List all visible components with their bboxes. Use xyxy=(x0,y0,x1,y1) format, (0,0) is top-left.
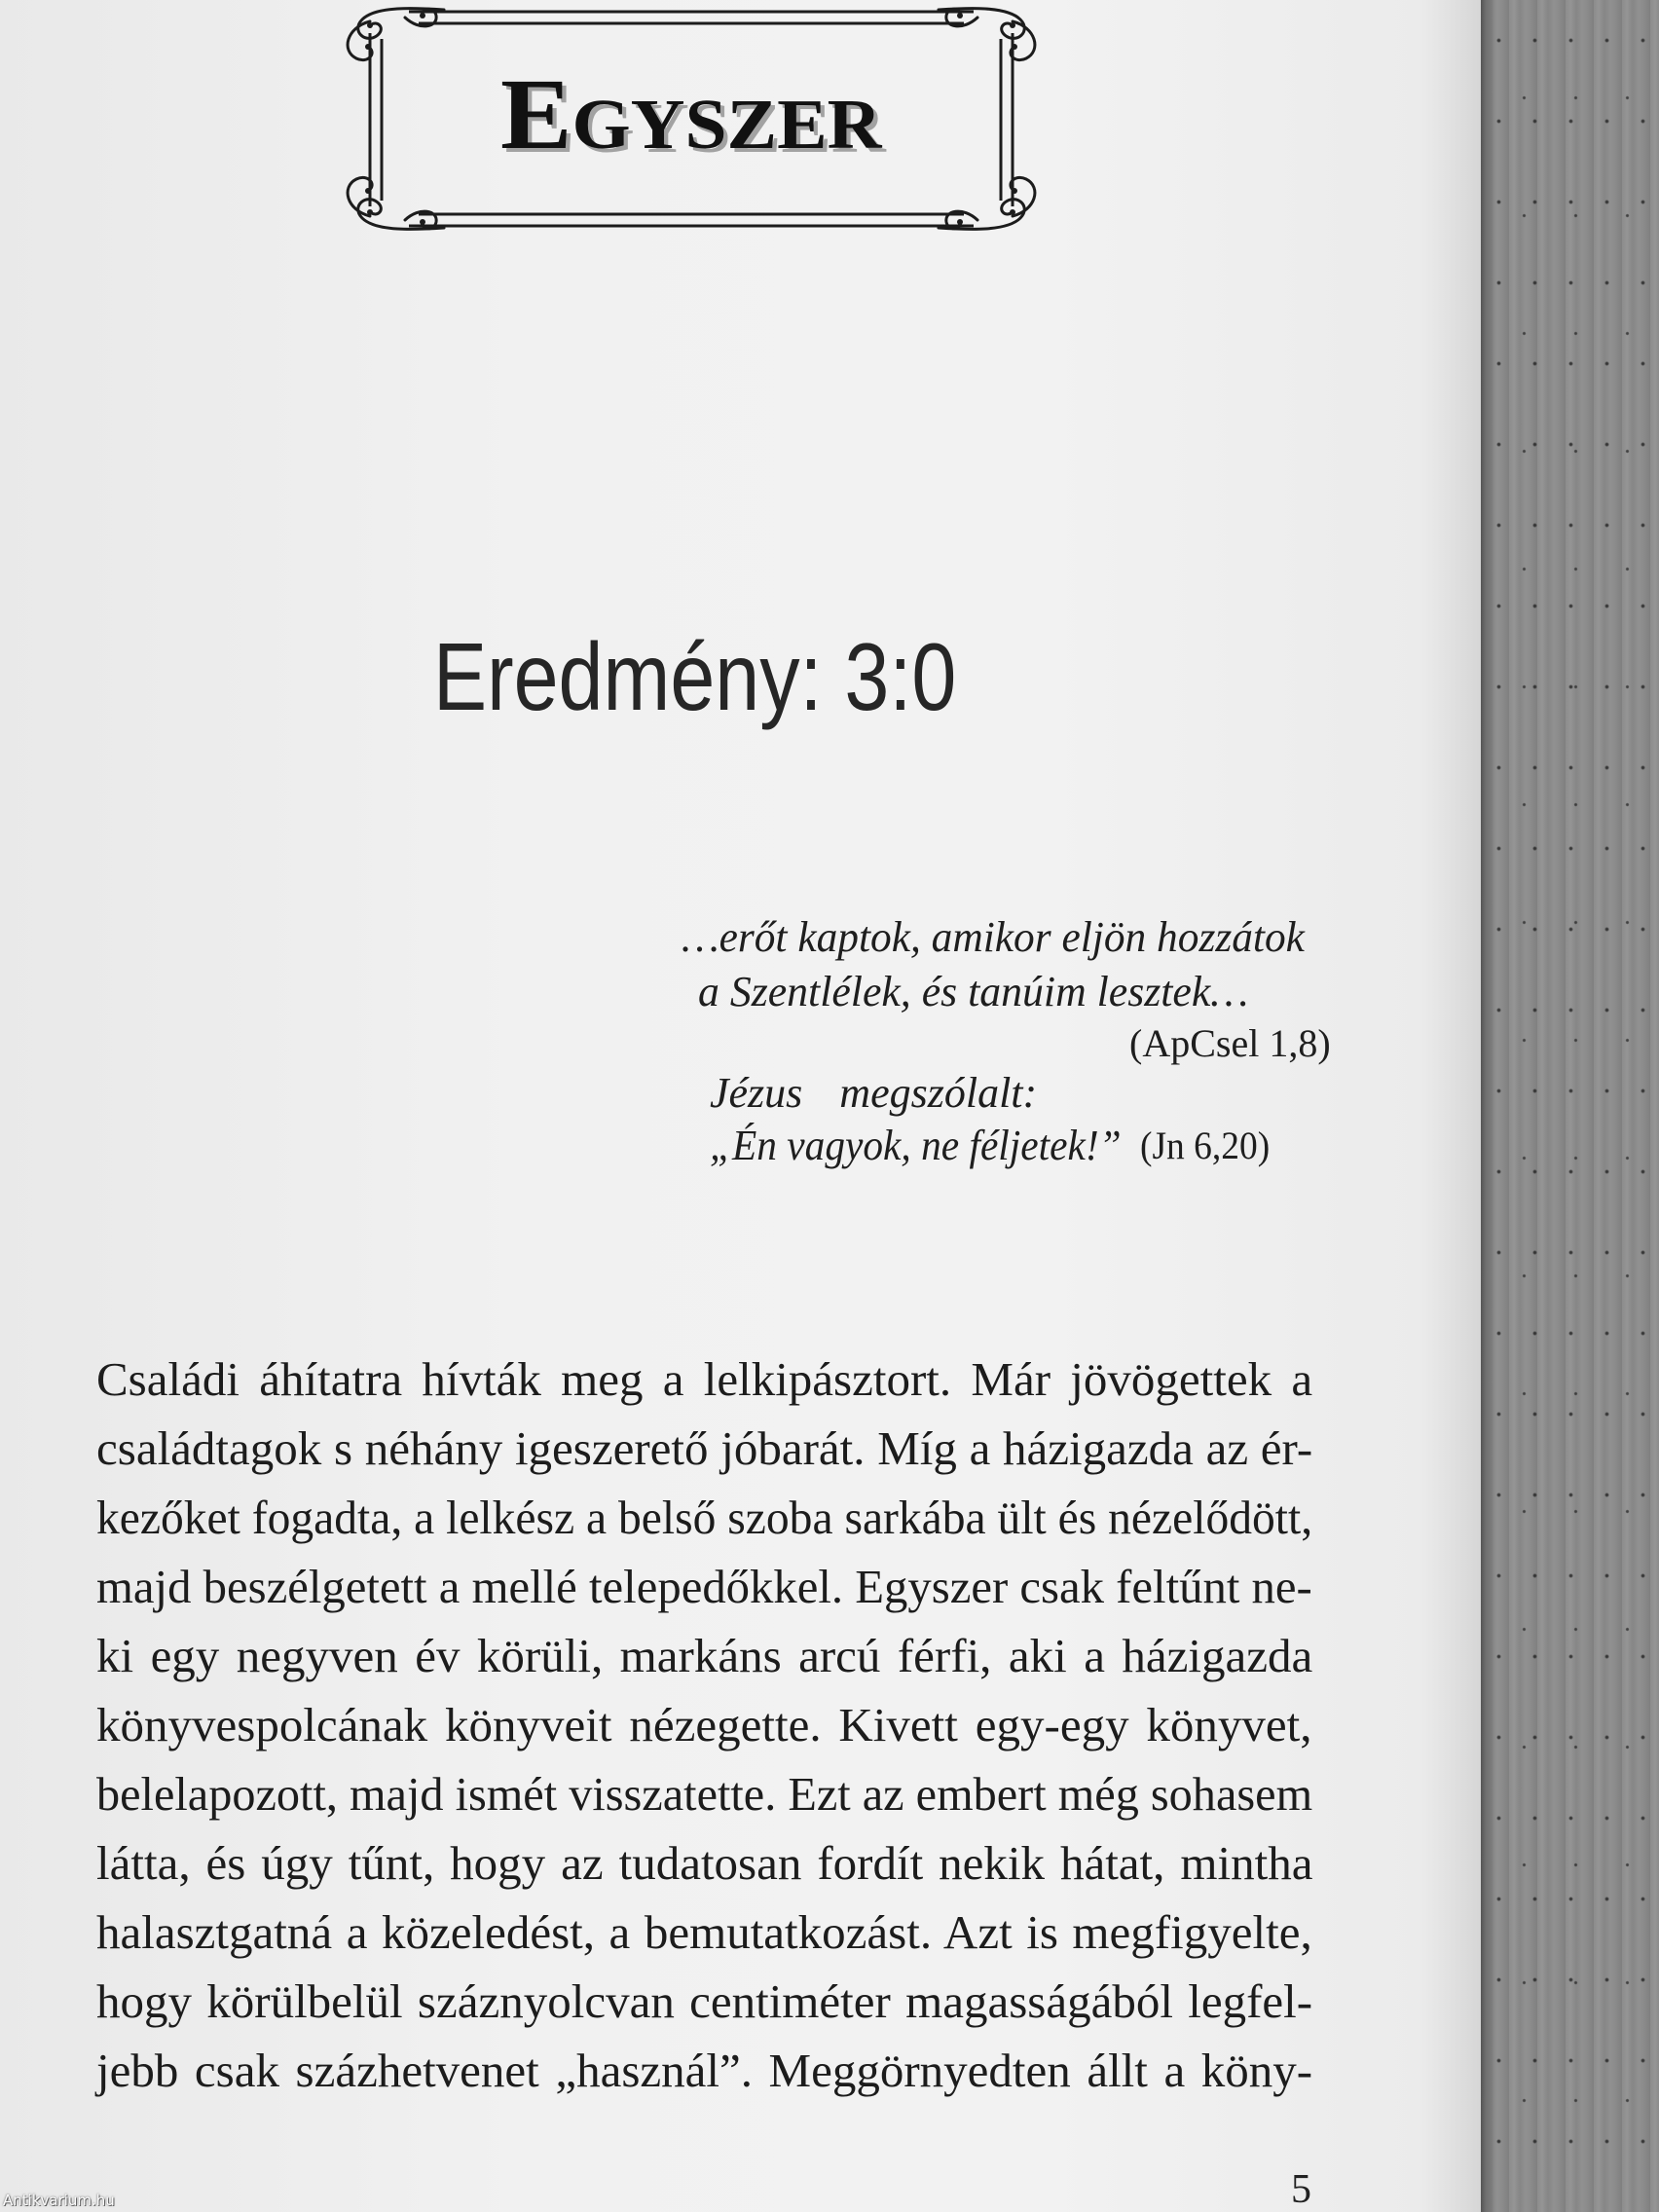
body-line xyxy=(96,1345,1312,1414)
page-number: 5 xyxy=(1291,2167,1311,2212)
watermark: Antikvarium.hu xyxy=(3,2192,115,2209)
body-line xyxy=(96,1828,1312,1898)
body-line-text: hogy körülbelül száznyolcvan centiméter magasságából legfel- xyxy=(96,1974,1313,2028)
body-line xyxy=(96,1483,1312,1552)
epigraph-quote-text: „Én vagyok, ne féljetek!” xyxy=(710,1122,1122,1169)
body-line-text: kezőket fogadta, a lelkész a belső szoba sarkába ült és nézelődött, xyxy=(96,1491,1313,1544)
epigraph-line xyxy=(698,967,1248,1017)
epigraph-reference-text: (Jn 6,20) xyxy=(1140,1124,1271,1167)
body-line-text: majd beszélgetett a mellé telepedőkkel. Egyszer csak feltűnt ne- xyxy=(96,1560,1312,1613)
epigraph-reference: (ApCsel 1,8) xyxy=(1129,1021,1331,1065)
story-title-text: Eredmény: 3:0 xyxy=(433,623,957,730)
chapter-title xyxy=(500,58,882,170)
body-line xyxy=(96,1414,1312,1483)
body-line-text: halasztgatná a közeledést, a bemutatkozást. Azt is megfigyelte, xyxy=(96,1905,1312,1959)
body-line-text: családtagok s néhány igeszerető jóbarát. Míg a házigazda az ér- xyxy=(96,1421,1313,1475)
epigraph-intro xyxy=(710,1068,1037,1119)
epigraph-reference xyxy=(1140,1121,1270,1171)
epigraph-line-text: a Szentlélek, és tanúim lesztek… xyxy=(698,968,1249,1015)
epigraph-quote xyxy=(710,1121,1122,1171)
body-line xyxy=(96,1690,1312,1759)
body-line xyxy=(96,2036,1312,2105)
body-line-text: könyvespolcának könyveit nézegette. Kivett egy-egy könyvet, xyxy=(96,1698,1312,1751)
chapter-title-text: Egyszer xyxy=(500,58,882,170)
body-line-text: látta, és úgy tűnt, hogy az tudatosan fordít nekik hátat, mintha xyxy=(96,1836,1313,1890)
epigraph-line-text: …erőt kaptok, amikor eljön hozzátok xyxy=(682,913,1305,961)
body-line xyxy=(96,1898,1312,1967)
body-line-text: ki egy negyven év körüli, markáns arcú férfi, aki a házigazda xyxy=(96,1629,1313,1682)
epigraph-line xyxy=(682,912,1305,963)
epigraph-intro-text: Jézus megszólalt: xyxy=(710,1069,1038,1117)
body-line-text: jebb csak százhetvenet „használ”. Meggörnyedten állt a köny- xyxy=(96,2044,1313,2097)
body-line xyxy=(96,1621,1312,1690)
body-line xyxy=(96,1967,1312,2036)
body-line-text: Családi áhítatra hívták meg a lelkipásztort. Már jövögettek a xyxy=(96,1352,1313,1406)
body-paragraph xyxy=(96,1345,1312,2105)
body-line xyxy=(96,1552,1312,1621)
table-surface xyxy=(1481,0,1659,2212)
body-line-text: belelapozott, majd ismét visszatette. Ezt az embert még sohasem xyxy=(96,1767,1313,1821)
story-title xyxy=(433,623,956,730)
body-line xyxy=(96,1759,1312,1828)
